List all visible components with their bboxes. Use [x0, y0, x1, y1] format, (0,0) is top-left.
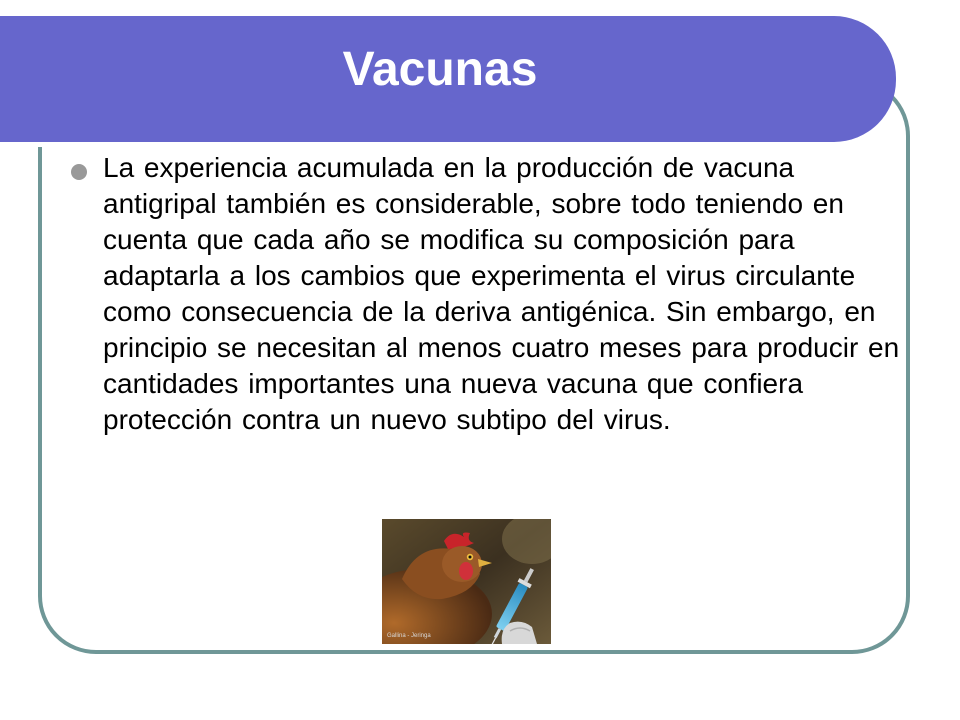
slide-title: Vacunas [342, 43, 538, 96]
hen-vaccination-photo [382, 519, 551, 644]
image-caption: Gallina - Jeringa [387, 633, 431, 639]
bullet-paragraph: La experiencia acumulada en la producción de vacuna antigripal también es considerable, sobre todo teniendo en cuenta que cada año se modifica su composición para adaptarla a los cambios que experimenta el virus circulante como consecuencia de la deriva antigénica. Sin embargo, en principio se necesitan al menos cuatro meses para producir en cantidades importantes una nueva vacuna que confiera protección contra un nuevo subtipo del virus. [103, 152, 900, 435]
bullet-icon [71, 164, 87, 180]
title-underline [0, 142, 848, 147]
